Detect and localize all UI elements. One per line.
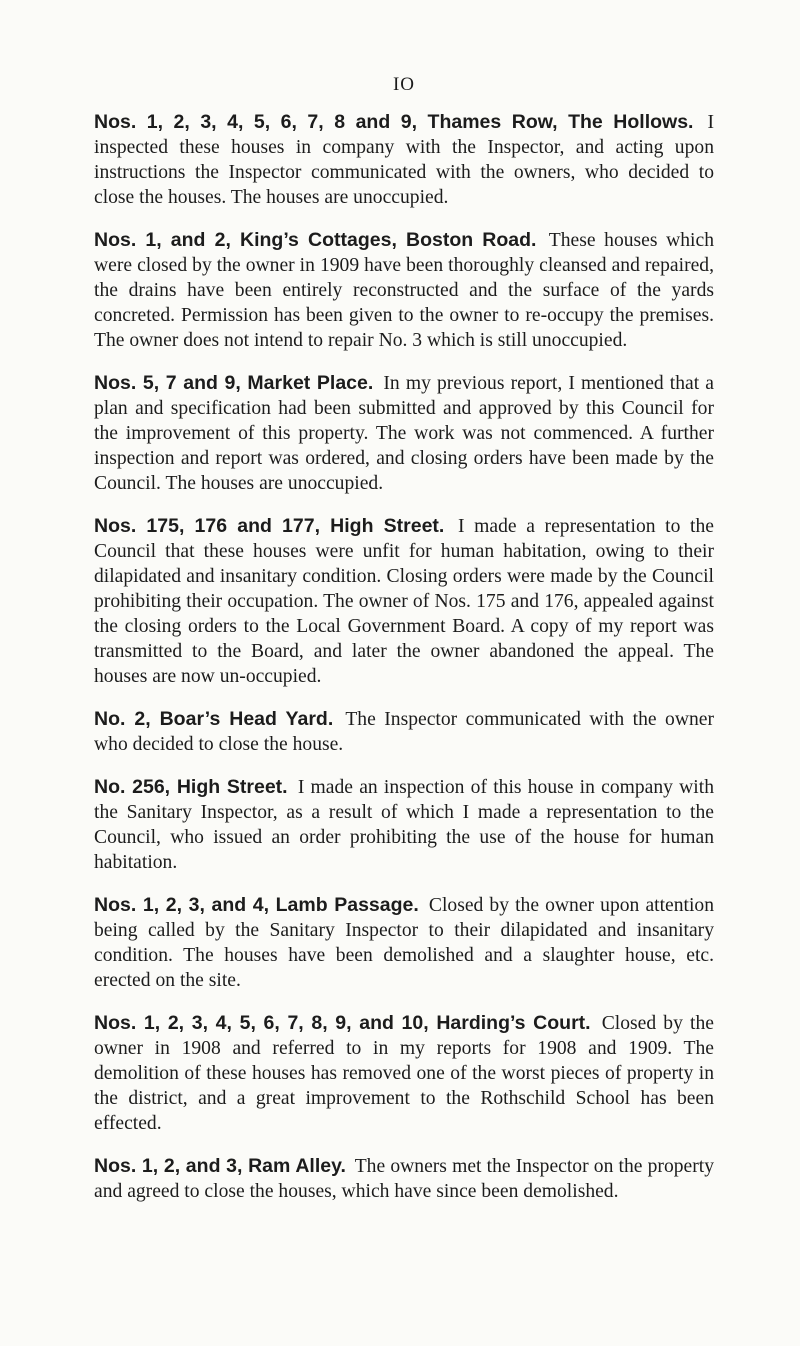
entry-heading: Nos. 1, and 2, King’s Cottages, Boston Road. bbox=[94, 229, 537, 251]
entry-text: These houses which were closed by the owner in 1909 have been thoroughly cleansed and repaired, the drains have been entirely reconstructed and the surface of the yards concreted. Permission has been given to the owner to re-occupy the premises. The owner does not intend to repair No. 3 which is still unoccupied. bbox=[94, 230, 714, 351]
entry-hardings-court bbox=[94, 1011, 714, 1136]
entry-heading: Nos. 175, 176 and 177, High Street. bbox=[94, 515, 445, 537]
entry-text: Closed by the owner in 1908 and referred to in my reports for 1908 and 1909. The demolition of these houses has removed one of the worst pieces of property in the district, and a great improvement to the Rothschild School has been effected. bbox=[94, 1013, 714, 1134]
entry-heading: No. 2, Boar’s Head Yard. bbox=[94, 708, 334, 730]
entry-text: Closed by the owner upon attention being called by the Sanitary Inspector to their dilapidated and insanitary condition. The houses have been demolished and a slaughter house, etc. erected on the site. bbox=[94, 895, 714, 991]
entry-heading: No. 256, High Street. bbox=[94, 776, 288, 798]
entry-kings-cottages bbox=[94, 228, 714, 353]
entry-text: I made an inspection of this house in company with the Sanitary Inspector, as a result of which I made a representation to the Council, who issued an order prohibiting the use of the house for human habitation. bbox=[94, 777, 714, 873]
entry-text: In my previous report, I mentioned that a plan and specification had been submitted and approved by this Council for the improvement of this property. The work was not commenced. A further inspection and report was ordered, and closing orders have been made by the Council. The houses are unoccupied. bbox=[94, 373, 714, 494]
entry-boars-head-yard bbox=[94, 707, 714, 757]
entry-heading: Nos. 1, 2, and 3, Ram Alley. bbox=[94, 1155, 346, 1177]
entry-heading: Nos. 1, 2, 3, 4, 5, 6, 7, 8 and 9, Thames Row, The Hollows. bbox=[94, 111, 694, 133]
entry-high-street-175 bbox=[94, 514, 714, 689]
entry-market-place bbox=[94, 371, 714, 496]
entry-lamb-passage bbox=[94, 893, 714, 993]
entry-text: The Inspector communicated with the owner who decided to close the house. bbox=[94, 709, 715, 755]
page-number: IO bbox=[392, 74, 416, 95]
entry-text: The owners met the Inspector on the property and agreed to close the houses, which have since been demolished. bbox=[94, 1156, 715, 1202]
entry-heading: Nos. 1, 2, 3, and 4, Lamb Passage. bbox=[94, 894, 419, 916]
entry-heading: Nos. 1, 2, 3, 4, 5, 6, 7, 8, 9, and 10, Harding’s Court. bbox=[94, 1012, 591, 1034]
entry-text: I inspected these houses in company with the Inspector, and acting upon instructions the Inspector communicated with the owners, who decided to close the houses. The houses are unoccupied. bbox=[94, 112, 714, 208]
entry-high-street-256 bbox=[94, 775, 714, 875]
entry-heading: Nos. 5, 7 and 9, Market Place. bbox=[94, 372, 374, 394]
entry-text: I made a representation to the Council that these houses were unfit for human habitation, owing to their dilapidated and insanitary condition. Closing orders were made by the Council prohibiting their occupation. The owner of Nos. 175 and 176, appealed against the closing orders to the Local Government Board. A copy of my report was transmitted to the Board, and later the owner abandoned the appeal. The houses are now un-occupied. bbox=[94, 516, 714, 687]
entry-thames-row bbox=[94, 110, 714, 210]
entry-ram-alley bbox=[94, 1154, 714, 1204]
